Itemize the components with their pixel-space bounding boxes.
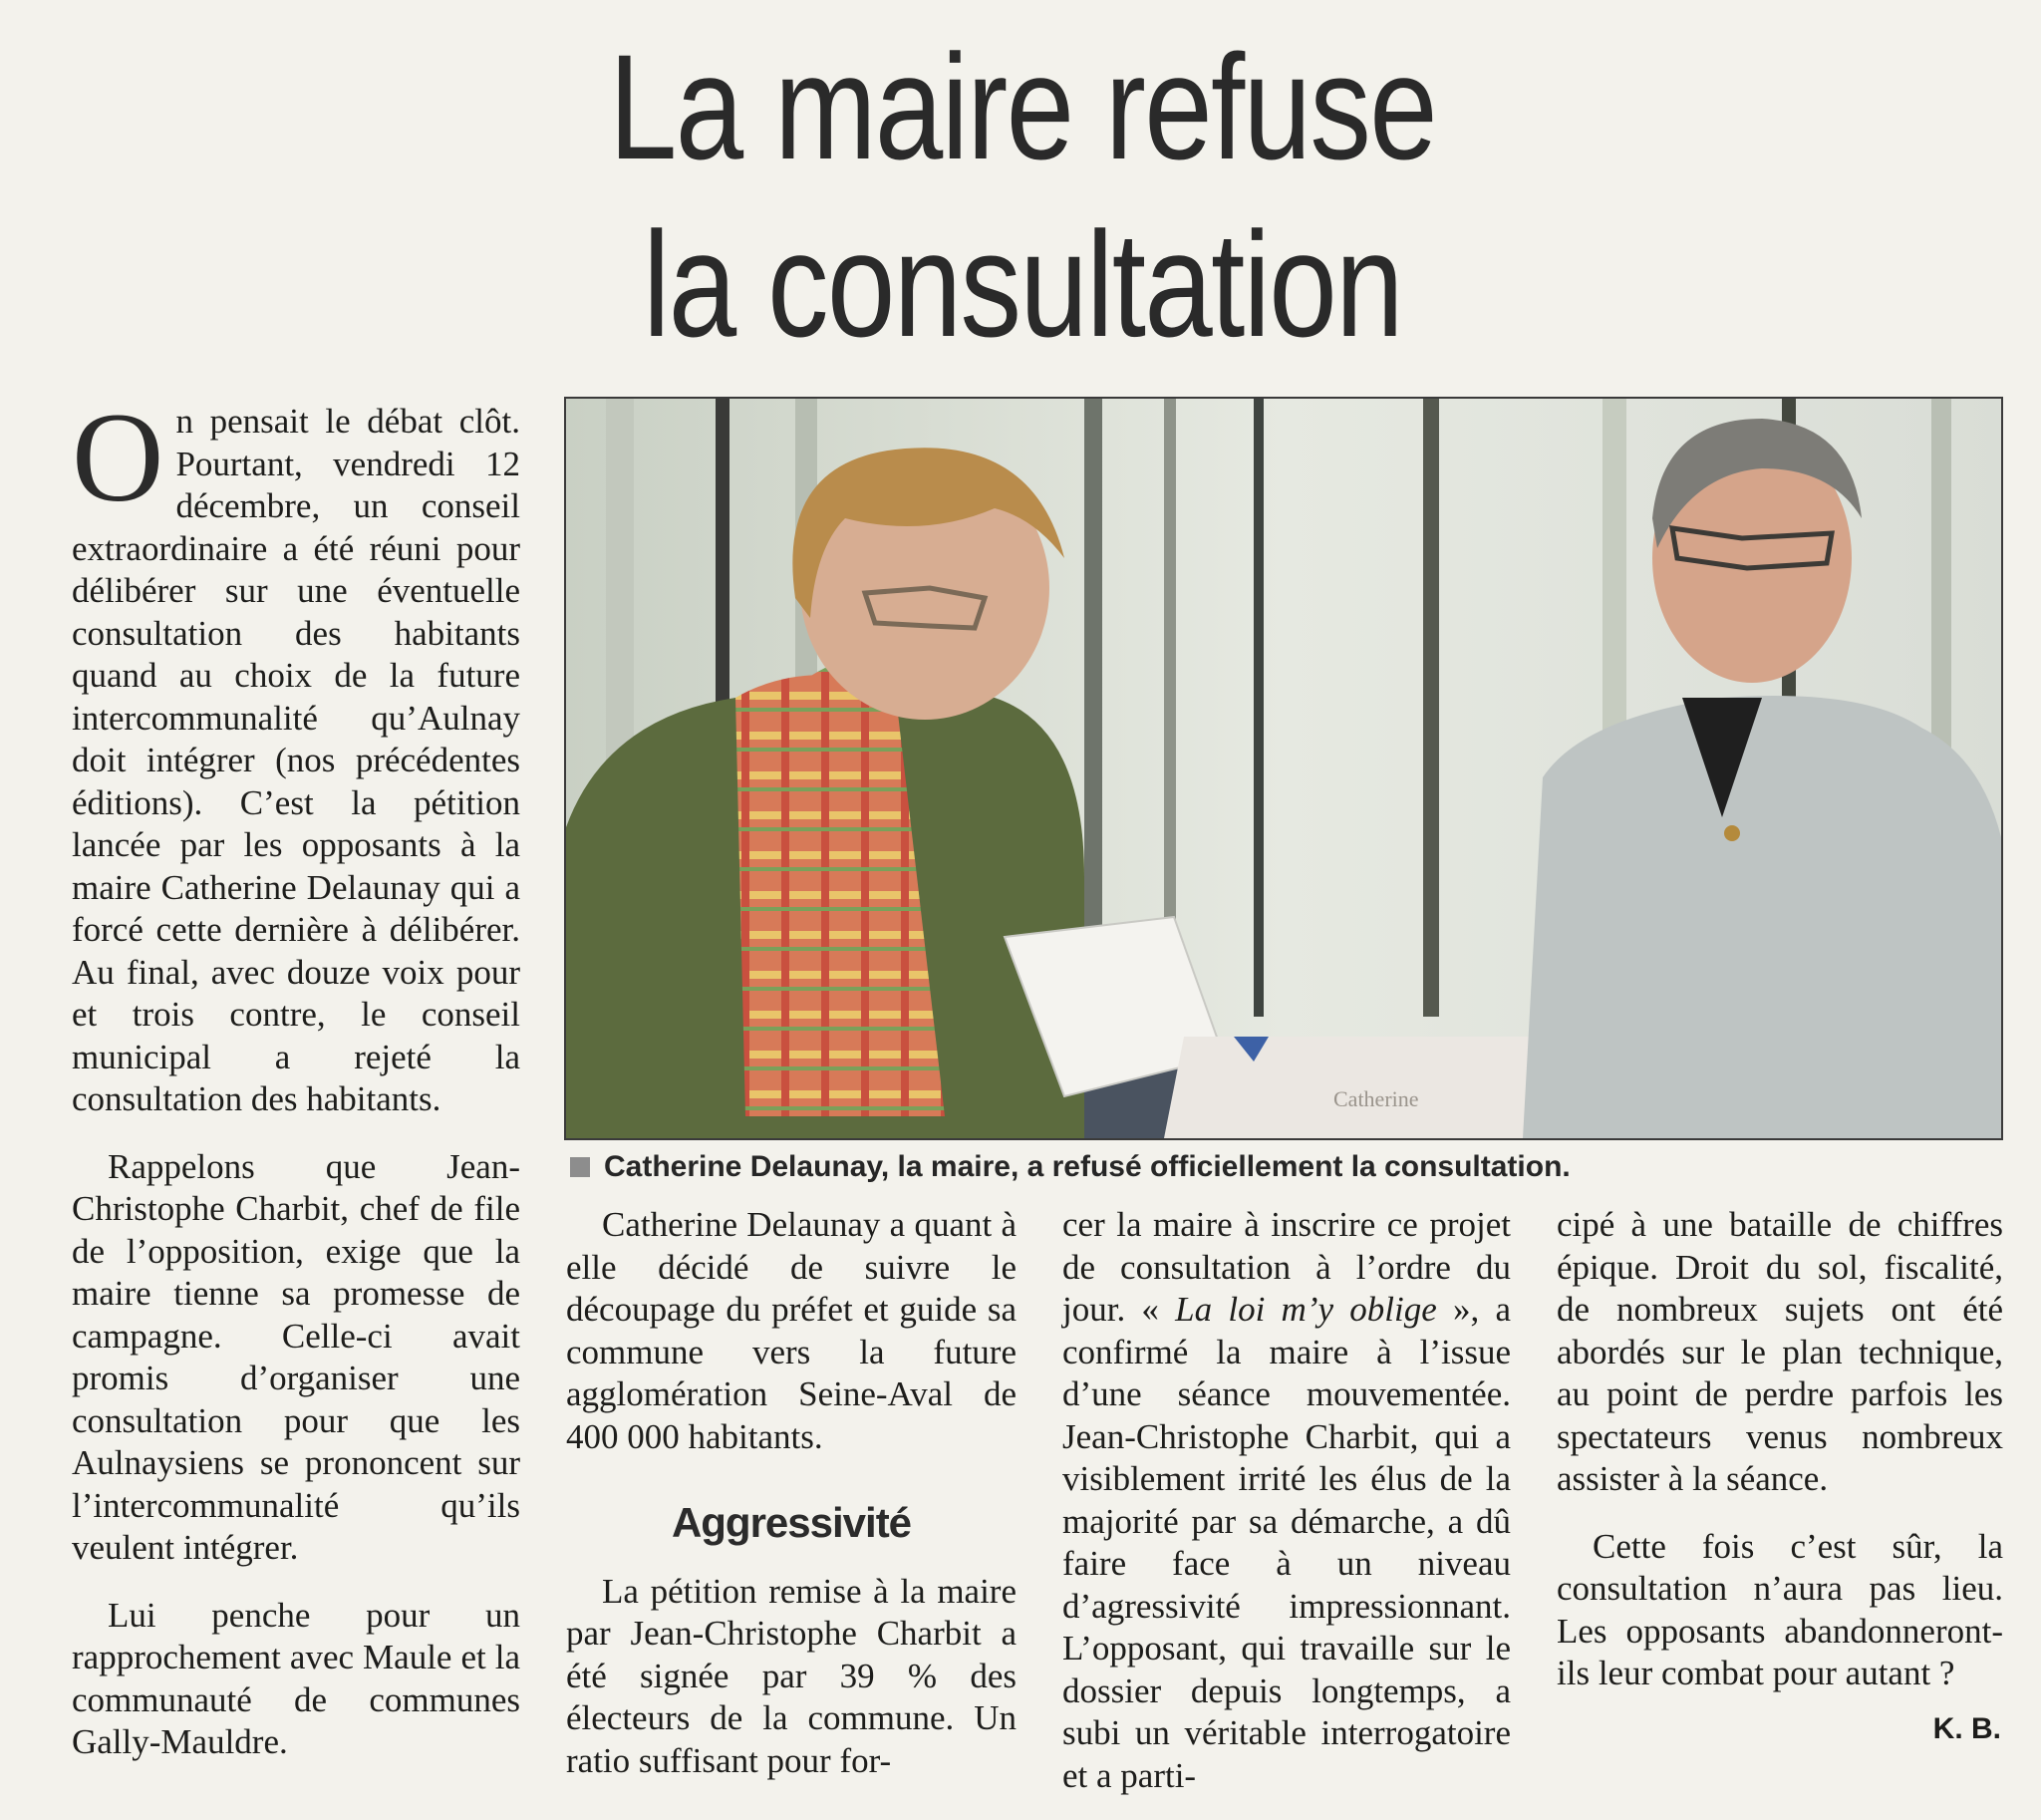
column-3 — [1062, 1204, 1511, 1797]
paragraph-conclusion: Cette fois c’est sûr, la consultation n’aura pas lieu. Les opposants abandonneront-ils leur combat pour autant ? — [1557, 1526, 2003, 1692]
article-photo — [564, 397, 2003, 1140]
headline-line-1: La maire refuse — [608, 23, 1436, 190]
paragraph-ordre-du-jour-end: », a confirmé la maire à l’issue d’une séance mouvementée. Jean-Christophe Charbit, qui a visiblement irrité les élus de la majorité par sa démarche, a dû faire face à un niveau d’agressivité impressionnant. L’opposant, qui travaille sur le dossier depuis longtemps, a subi un véritable interrogatoire et a parti- — [1062, 1290, 1511, 1795]
lead-paragraph-text: n pensait le débat clôt. Pourtant, vendredi 12 décembre, un conseil extraordinaire a été réuni pour délibérer sur une éventuelle consultation des habitants quand au choix de la future intercommunalité qu’Aulnay doit intégrer (nos précédentes éditions). C’est la pétition lancée par les opposants à la maire Catherine Delaunay qui a forcé cette dernière à délibérer. Au final, avec douze voix pour et trois contre, le conseil municipal a rejeté la consultation des habitants. — [72, 402, 520, 1118]
paragraph-rappelons: Rappelons que Jean-Christophe Charbit, chef de file de l’opposition, exige que la maire tienne sa promesse de campagne. Celle-ci avait promis d’organiser une consultation pour que les Aulnaysiens se prononcent sur l’intercommunalité qu’ils veulent intégrer. — [72, 1146, 520, 1567]
column-2 — [566, 1204, 1017, 1782]
paragraph-ordre-du-jour-start: cer la maire à inscrire ce projet de consultation à l’ordre du jour. « — [1062, 1205, 1511, 1329]
paragraph-petition: La pétition remise à la maire par Jean-Christophe Charbit a été signée par 39 % des électeurs de la commune. Un ratio suffisant pour for- — [566, 1571, 1017, 1780]
lead-paragraph — [72, 387, 520, 1121]
caption-text: Catherine Delaunay, la maire, a refusé officiellement la consultation. — [604, 1150, 1571, 1183]
subheading-aggressivite: Aggressivité — [671, 1499, 912, 1546]
column-4 — [1557, 1204, 2003, 1695]
headline-line-2: la consultation — [643, 200, 1402, 368]
nameplate-text: Catherine — [1333, 1086, 1419, 1111]
headline — [185, 18, 1859, 373]
author-signature: K. B. — [1932, 1712, 2001, 1745]
paragraph-bataille: cipé à une bataille de chiffres épique. Droit du sol, fiscalité, de nombreux sujets ont été abordés sur le plan technique, au point de perdre parfois les spectateurs venus nombreux assister à la séance. — [1557, 1205, 2003, 1498]
paragraph-lui-penche: Lui penche pour un rapprochement avec Maule et la communauté de communes Gally-Mauldre. — [72, 1595, 520, 1761]
column-1 — [72, 387, 520, 1764]
drop-cap: O — [72, 387, 164, 528]
quote-la-loi: La loi m’y oblige — [1175, 1290, 1437, 1329]
caption-square-icon — [570, 1157, 590, 1177]
paragraph-decoupage: Catherine Delaunay a quant à elle décidé de suivre le découpage du préfet et guide sa commune vers la future agglomération Seine-Aval de 400 000 habitants. — [566, 1205, 1017, 1456]
photo-caption — [570, 1150, 1571, 1184]
paragraph-ordre-du-jour — [1062, 1204, 1511, 1797]
